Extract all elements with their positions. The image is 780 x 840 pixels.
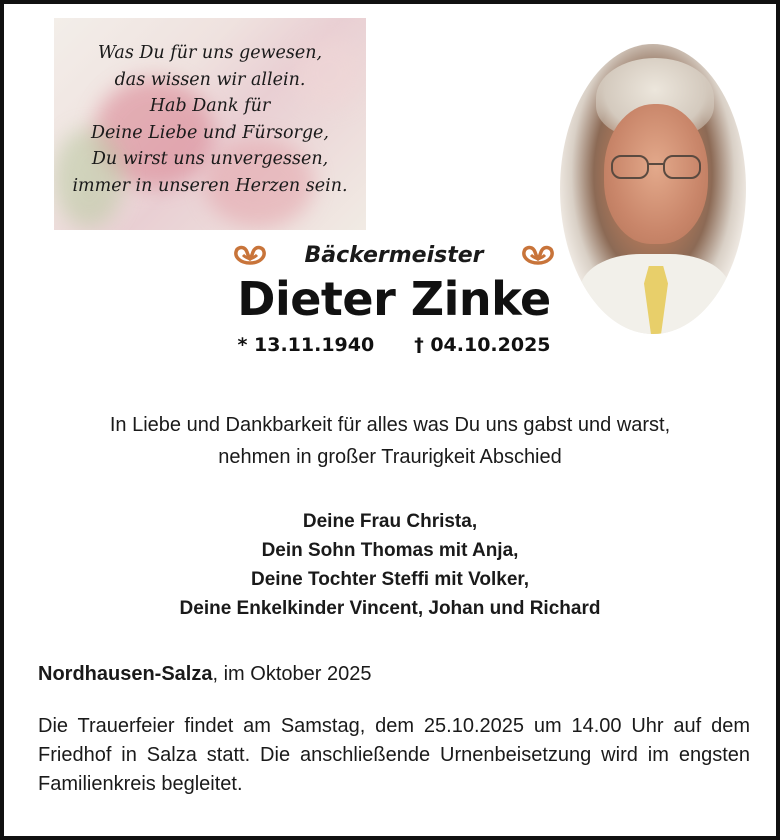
portrait-photo bbox=[560, 44, 746, 334]
profession-row bbox=[224, 238, 564, 272]
profession-title: Bäckermeister bbox=[304, 242, 484, 268]
poem-line: das wissen wir allein. bbox=[114, 69, 306, 90]
ceremony-info: Die Trauerfeier findet am Samstag, dem 25.10.2025 um 14.00 Uhr auf dem Friedhof in Salza statt. Die anschließende Urnenbeisetzung wird im engsten Familienkreis begleitet. bbox=[38, 715, 750, 795]
pretzel-icon bbox=[232, 243, 268, 267]
place-and-date bbox=[38, 663, 371, 686]
title-block bbox=[224, 238, 564, 356]
poem-line: Du wirst uns unvergessen, bbox=[91, 149, 329, 169]
poem-line: immer in unseren Herzen sein. bbox=[72, 175, 348, 196]
farewell-intro bbox=[4, 409, 776, 473]
pretzel-icon bbox=[520, 243, 556, 267]
poem-line: Was Du für uns gewesen, bbox=[97, 43, 323, 63]
poem-line: Hab Dank für bbox=[149, 96, 271, 116]
mourner-line: Deine Enkelkinder Vincent, Johan und Richard bbox=[179, 598, 601, 619]
intro-line: In Liebe und Dankbarkeit für alles was Du uns gabst und warst, bbox=[109, 414, 671, 436]
poem-line: Deine Liebe und Fürsorge, bbox=[91, 122, 329, 143]
poem-card bbox=[54, 18, 366, 230]
mourner-line: Deine Tochter Steffi mit Volker, bbox=[250, 569, 530, 590]
birth-date: * 13.11.1940 bbox=[237, 334, 375, 356]
mourner-line: Deine Frau Christa, bbox=[302, 511, 478, 532]
place-town: Nordhausen-Salza bbox=[38, 663, 213, 685]
poem-text bbox=[54, 18, 366, 230]
mourners-list bbox=[4, 507, 776, 623]
glasses-icon bbox=[608, 152, 704, 182]
deceased-name: Dieter Zinke bbox=[237, 272, 551, 326]
intro-line: nehmen in großer Traurigkeit Abschied bbox=[218, 446, 562, 468]
death-date: † 04.10.2025 bbox=[414, 334, 551, 356]
life-dates bbox=[224, 334, 564, 356]
place-date: , im Oktober 2025 bbox=[212, 663, 372, 685]
mourner-line: Dein Sohn Thomas mit Anja, bbox=[261, 540, 519, 561]
